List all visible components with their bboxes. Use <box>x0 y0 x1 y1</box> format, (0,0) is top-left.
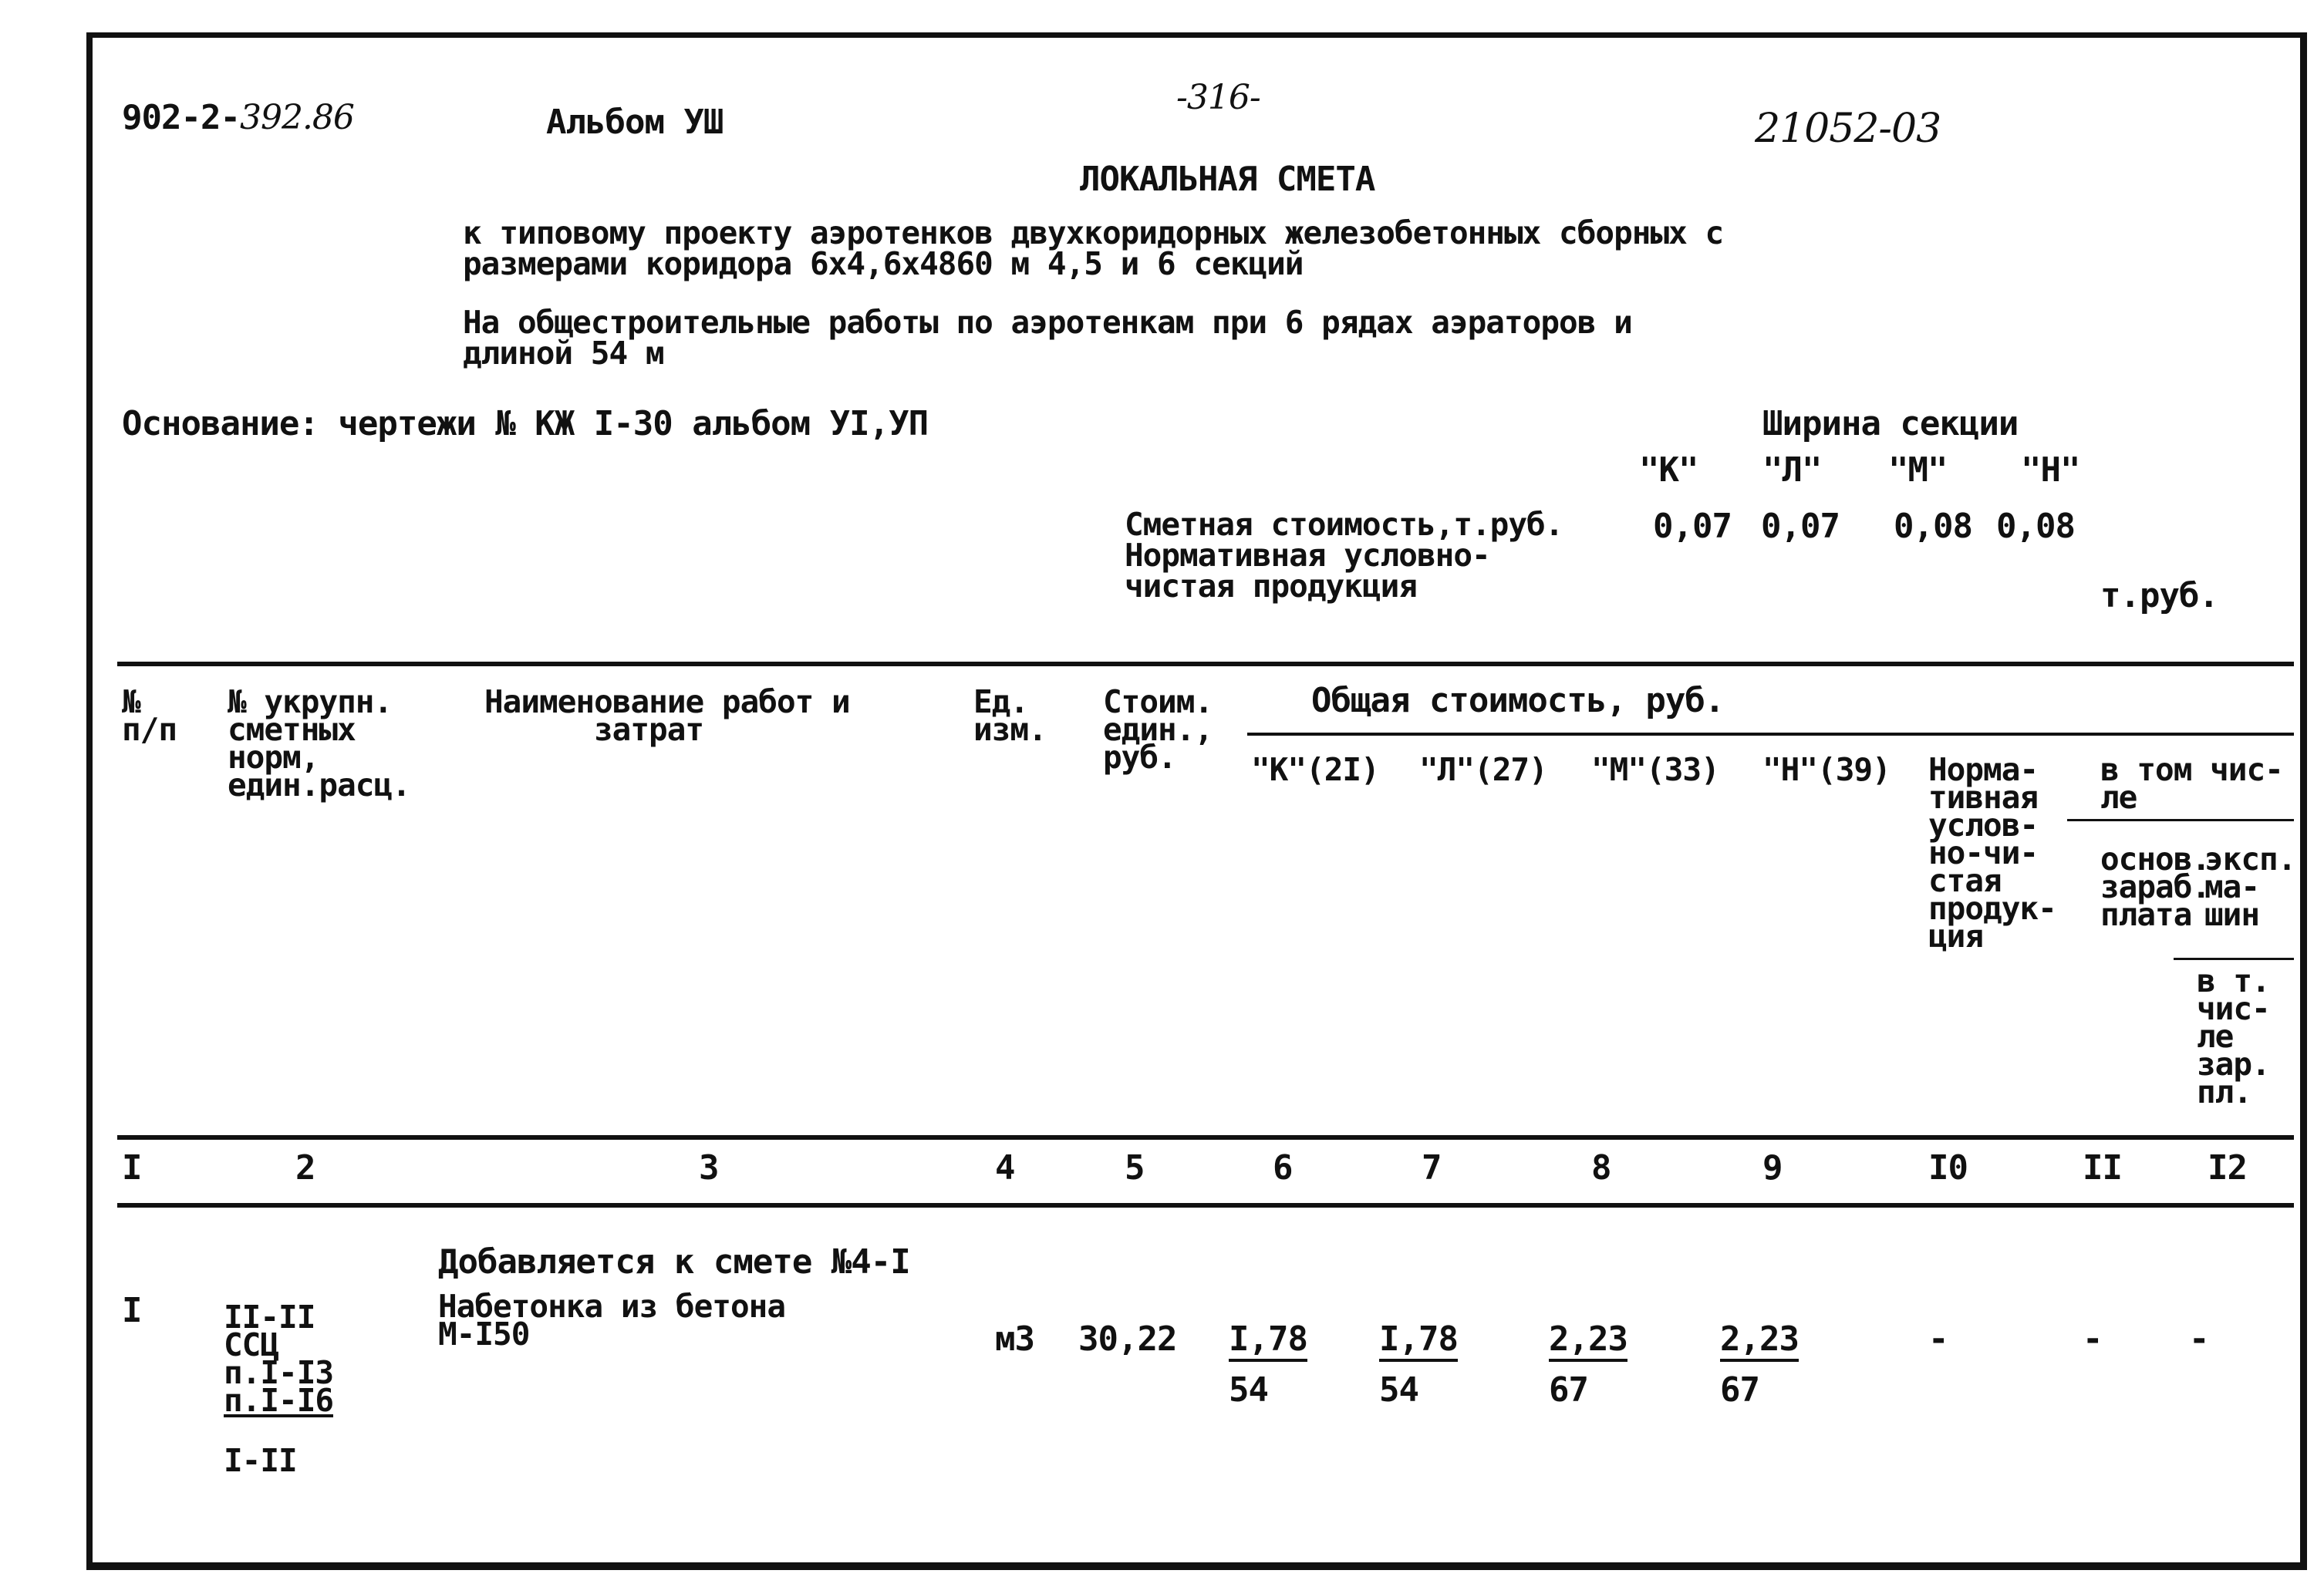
doc-title: ЛОКАЛЬНАЯ СМЕТА <box>1080 160 1375 199</box>
table-top-rule <box>117 662 2294 666</box>
page-number: -316- <box>1176 78 1260 117</box>
row-1-l-top: I,78 <box>1379 1320 1458 1362</box>
hdr-c11-3: плата <box>2100 896 2192 933</box>
estimate-l: 0,07 <box>1761 507 1840 546</box>
hdr-unit-1: Ед. <box>973 683 1029 720</box>
hdr-c10-1: Норма- <box>1928 751 2039 788</box>
album-label: Альбом УШ <box>546 103 724 142</box>
column-numbers-rule <box>117 1203 2294 1208</box>
row-1-norm-1: II-II <box>224 1299 315 1336</box>
hdr-norms-4: един.расц. <box>228 767 410 804</box>
row-1-num: I <box>122 1291 142 1330</box>
col-number-10: I0 <box>1928 1148 1968 1188</box>
hdr-incl-2: ле <box>2100 779 2137 816</box>
hdr-unit-2: изм. <box>973 711 1047 748</box>
hdr-c12-2: ма- <box>2204 868 2260 905</box>
basis-text: Основание: чертежи № КЖ I-30 альбом УI,УП <box>122 404 929 443</box>
section-width-label: Ширина секции <box>1762 404 2019 443</box>
section-note: Добавляется к смете №4-I <box>438 1242 910 1282</box>
normative-label-2: чистая продукция <box>1125 568 1417 605</box>
estimate-cost-label: Сметная стоимость,т.руб. <box>1125 506 1563 543</box>
hdr-c10-4: но-чи- <box>1928 834 2039 871</box>
hdr-norms-3: норм, <box>228 739 319 776</box>
estimate-m: 0,08 <box>1894 507 1972 546</box>
title-line-1: к типовому проекту аэротенков двухкоридорных железобетонных сборных с <box>463 214 1724 251</box>
col-number-2: 2 <box>295 1148 315 1188</box>
hdr-c12-sub-1: в т. <box>2197 962 2270 999</box>
hdr-c12-sub-4: зар. <box>2197 1046 2270 1083</box>
hdr-c10-7: ция <box>1928 918 1984 955</box>
hdr-c10-2: тивная <box>1928 779 2039 816</box>
col-number-9: 9 <box>1762 1148 1783 1188</box>
row-1-k-bottom: 54 <box>1229 1370 1268 1410</box>
hdr-k: "К"(2I) <box>1251 751 1379 788</box>
hdr-m: "М"(33) <box>1591 751 1719 788</box>
col-number-1: I <box>122 1148 142 1188</box>
hdr-c12-sub-2: чис- <box>2197 990 2270 1027</box>
hdr-l: "Л"(27) <box>1419 751 1547 788</box>
row-1-norm-4: п.I-I6 <box>224 1382 334 1419</box>
hdr-norms-2: сметных <box>228 711 356 748</box>
section-col-k: "К" <box>1639 450 1698 490</box>
row-1-name-2: М-I50 <box>438 1316 530 1353</box>
title-line-2: размерами коридора 6х4,6х4860 м 4,5 и 6 секций <box>463 245 1304 282</box>
section-col-m: "М" <box>1888 450 1948 490</box>
hdr-c10-5: стая <box>1928 862 2002 899</box>
row-1-c10: - <box>1928 1319 1948 1359</box>
estimate-n: 0,08 <box>1996 507 2075 546</box>
doc-code: 902-2-392.86 <box>122 98 354 137</box>
row-1-norm-5: I-II <box>224 1442 297 1479</box>
col-number-6: 6 <box>1273 1148 1293 1188</box>
hdr-n: "Н"(39) <box>1762 751 1891 788</box>
hdr-cost-2: един., <box>1103 711 1213 748</box>
normative-label-1: Нормативная условно- <box>1125 537 1490 574</box>
estimate-k: 0,07 <box>1653 507 1732 546</box>
machines-rule <box>2174 958 2294 960</box>
row-1-m-bottom: 67 <box>1549 1370 1588 1410</box>
hdr-cost-3: руб. <box>1103 739 1176 776</box>
hdr-total-cost: Общая стоимость, руб. <box>1311 681 1725 720</box>
incl-rule <box>2067 819 2294 821</box>
hdr-cost-1: Стоим. <box>1103 683 1213 720</box>
hdr-norms-1: № укрупн. <box>228 683 393 720</box>
row-1-unit: м3 <box>995 1319 1034 1359</box>
section-col-l: "Л" <box>1762 450 1822 490</box>
normative-unit: т.руб. <box>2100 576 2218 615</box>
row-1-norm-3: п.I-I3 <box>224 1354 334 1391</box>
title-line-4: длиной 54 м <box>463 335 664 372</box>
total-cost-rule <box>1247 733 2294 736</box>
col-number-8: 8 <box>1591 1148 1611 1188</box>
row-1-n-bottom: 67 <box>1720 1370 1759 1410</box>
row-1-c12: - <box>2189 1319 2209 1359</box>
col-number-7: 7 <box>1422 1148 1442 1188</box>
row-1-k-top: I,78 <box>1229 1320 1307 1362</box>
hdr-c12-sub-3: ле <box>2197 1018 2234 1055</box>
row-1-c11: - <box>2083 1319 2103 1359</box>
header-bottom-rule <box>117 1135 2294 1140</box>
row-1-n-top: 2,23 <box>1720 1320 1799 1362</box>
col-number-11: II <box>2083 1148 2122 1188</box>
row-1-norm-2: ССЦ <box>224 1326 279 1363</box>
hdr-num-2: п/п <box>122 711 177 748</box>
hdr-c12-sub-5: пл. <box>2197 1073 2252 1110</box>
doc-number: 21052-03 <box>1755 106 1941 152</box>
title-line-3: На общестроительные работы по аэротенкам при 6 рядах аэраторов и <box>463 304 1632 341</box>
hdr-incl-1: в том чис- <box>2100 751 2283 788</box>
col-number-3: 3 <box>699 1148 719 1188</box>
hdr-name-1: Наименование работ и <box>484 683 850 720</box>
hdr-num-1: № <box>122 683 140 720</box>
hdr-name-2: затрат <box>594 711 704 748</box>
hdr-c11-1: основ. <box>2100 841 2211 878</box>
hdr-c11-2: зараб. <box>2100 868 2211 905</box>
row-1-unit-cost: 30,22 <box>1078 1319 1177 1359</box>
row-1-m-top: 2,23 <box>1549 1320 1627 1362</box>
section-col-n: "Н" <box>2021 450 2080 490</box>
hdr-c12-3: шин <box>2204 896 2260 933</box>
col-number-4: 4 <box>995 1148 1015 1188</box>
hdr-c12-1: эксп. <box>2204 841 2296 878</box>
col-number-5: 5 <box>1125 1148 1145 1188</box>
col-number-12: I2 <box>2208 1148 2247 1188</box>
hdr-c10-6: продук- <box>1928 890 2056 927</box>
row-1-l-bottom: 54 <box>1379 1370 1418 1410</box>
hdr-c10-3: услов- <box>1928 807 2039 844</box>
row-1-name-1: Набетонка из бетона <box>438 1288 785 1325</box>
